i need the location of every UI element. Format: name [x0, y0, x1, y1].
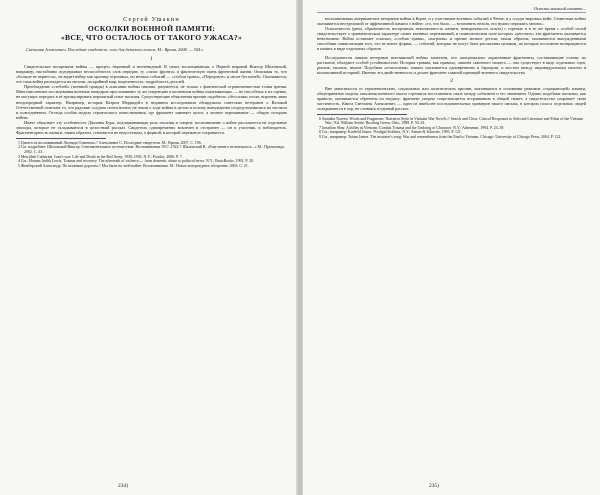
- footnote: 3 Merridale Catherine. Ivan's war: Life and Death in the Red Army, 1939–1945. N.Y.: Picador, 2006. P. 7.: [18, 154, 183, 159]
- paragraph: Иначе объясняет эту особенность Джоанна Бурк, подчеркивающая роль насилия и смерти: воспоминание о войне рассыпается на отдельные эпизоды, которые не складываются в целостный рассказ. Свидетель одновременно вовлечен и отстранен — он и участник, и наблюдатель. Фрагментарность памяти, таким образом, становится не недостатком, а формой, в которой пережитое сохраняется.: [16, 119, 287, 135]
- title-line-2: «ВСЕ, ЧТО ОСТАЛОСЬ ОТ ТАКОГО УЖАСА?»: [60, 32, 243, 42]
- left-page: [0, 0, 297, 495]
- paragraph: Осколочность (речи, обрывочность восприятия, невозможность памяти, невыразимость опыта) с горечью и в то же время с особой силой свидетельствует о травматическом характере самих военных переживаний, в символическом поле которых «рассеять» эти фрагменты оказывается невозможно. Война оставляет осколки, «стеблю травы», «патроны» и прочие мелкие детали, таким образом, оказываются вынужденными способами символизации того, что не имеет формы, — событий, которые не могут быть рассказаны целиком, но которые постоянно возвращаются в память в виде отдельных образов.: [317, 26, 586, 52]
- bibliography-reference: Светлана Алексиевич. Последние свидетели: соло для детского голоса. М.: Время, 2008. — 304 с.: [26, 47, 205, 52]
- footnote: 7 Jonathan Shay. Achilles in Vietnam: Combat Trauma and the Undoing of Character. N.Y.: Atheneum, 1994. P. 23–39.: [319, 125, 505, 130]
- author-name: Сергей Ушакин: [123, 16, 180, 23]
- right-page: [303, 0, 600, 495]
- title-line-1: ОСКОЛКИ ВОЕННОЙ ПАМЯТИ:: [87, 24, 216, 33]
- footnote: 4 См.: Homan Judith Lewis. Trauma and recovery: The aftermath of violence — from domestic abuse to political terror. N.Y.: BasicBooks, 1992. P. 20.: [18, 159, 254, 164]
- paragraph: Исследователи памяти ветеранов вьетнамской войны заметили, что эмоционально окрашенные фрагменты, составляющие основу их рассказов, обладают особой устойчивостью. История травмы, как правило, лишена сквозного сюжета — она существует в виде отдельных сцен, реплик, запахов, звуков. Подобная «осколочная» память оказывается одновременно и барьером, и мостом между индивидуальным опытом и коллективной историей. Именно эта двойственность и делает фрагмент главной единицей военного свидетельства.: [317, 55, 586, 76]
- paragraph: Вне зависимости от терапевтических, социальных или политических причин, оказавшихся в основании режимов «отражающей» памяти, общепринятые модели описания военного опыта стремятся восстановить связь между событием и его значением. Однако подобные попытки, как правило, оказываются обречены на неудачу: фрагмент упорно сопротивляется встраиванию в общий сюжет, а свидетельство сохраняет свою частичность. Книга Светланы Алексиевич — один из наиболее последовательных примеров такого письма, в котором голоса отдельных людей складываются в хор, не сливаясь в единый рассказ.: [317, 85, 586, 111]
- paragraph: воспоминаниях американских ветеранов войны в Корее, и у участников военных событий в Чечне, и у солдат мировых войн. Семиотика войны оказывается неотделимой от аффективной памяти о войне: «то, что было, — вспомнить нельзя, его нужно пережить заново».: [317, 16, 586, 27]
- left-footnotes: [16, 141, 287, 168]
- footnote: 1 Цитата из воспоминаний Леонида Семенова // Алексиевич С. Последние свидетели. М.: Время, 2007. С. 196.: [18, 140, 202, 145]
- article-title: [16, 25, 287, 42]
- footnote-rule: [16, 138, 106, 139]
- right-footnotes: [317, 117, 586, 140]
- left-body-text: [16, 64, 287, 135]
- footnote: 6 Amitaba Noreen. Words and Fragments: Narrative Style in Vietnam War Novels // Search and Clear: Critical Responses to Selected Literature and Films of the Vietnam War / Ed. William Searle. Bowling Green, Ohio, 1988. P. 50–61.: [319, 116, 584, 126]
- right-body-text-bottom: [317, 86, 586, 111]
- footnote-rule: [317, 114, 407, 115]
- page-number-right: 235): [429, 483, 439, 489]
- section-number: 1: [150, 56, 153, 63]
- footnote: 2 См. подробнее: Шкловский Виктор. Сентиментальное путешествие: Воспоминания 1917–1922 // Шкловский В. «Еще ничего не кончилось...» М.: Пропаганда, 2002. С. 43.: [18, 145, 285, 154]
- footnote: 8 См., например: Kinfield James. Prodigal Soldiers. N.Y.: Simon & Schuster, 1995. P. 121.: [319, 130, 462, 135]
- page-number-left: 234): [118, 483, 128, 489]
- footnote: 5 Жемберский Александр. По военным дорогам // Мы были на этой войне: Воспоминания. М.: Новое литературное обозрение, 2003. С. 21.: [18, 163, 249, 168]
- section-number-2: 2: [450, 77, 453, 84]
- footnote: 9 См., например: Tatum James. The mourner's song: War and remembrance from the Iliad to Vietnam. Chicago: University of Chicago Press, 2004. P. 122.: [319, 134, 562, 139]
- paragraph: Преобладание «стеблей» (военной правды) в описании войны связано, разумеется, не только с фактической ограниченностью точки зрения. Многочисленные исследования военных мемуаров прослеживают ту же тенденцию в косвенном войны охватывающих — не способных к их оценке, не могущих передать в её артикулировать пережитый опыт насилия. Существующие объяснения причин подобного «бессилия» носят, впрочем, явно неоднородный характер. Например, историк Катрин Мерридейл в недавнем исследовании обнаружила советских ветеранов о Великой Отечественной отмечает то, что рядовые солдаты почти ничего не знали о ходе войны в целом и потому вынужденно сосредоточивались на частном и повседневном. Отсюда особая модель героического повествования, где фрагмент заменяет целое, а личное переживание — общую историю войны.: [16, 84, 287, 120]
- paragraph: Свидетельское восприятие войны — процесс неровный и неочевидный. В своих воспоминаниях о Первой мировой Виктор Шкловский, например, настойчиво подчеркивал неспособность слов передать ту «запах фронта» и фактическую ткань фронтовой жизни. Описывая то, что «больше не вернется», он видит войну как хронику огромных, но мелких событий — «стебли травы», «Передовое» и «ноги без коней». Оказывается, что сама война распадается на мелочи, на крайний мир, выделенность, подробность деталей.: [16, 64, 287, 85]
- running-head: Осколки военной памяти...: [317, 6, 586, 13]
- right-body-text-top: [317, 16, 586, 76]
